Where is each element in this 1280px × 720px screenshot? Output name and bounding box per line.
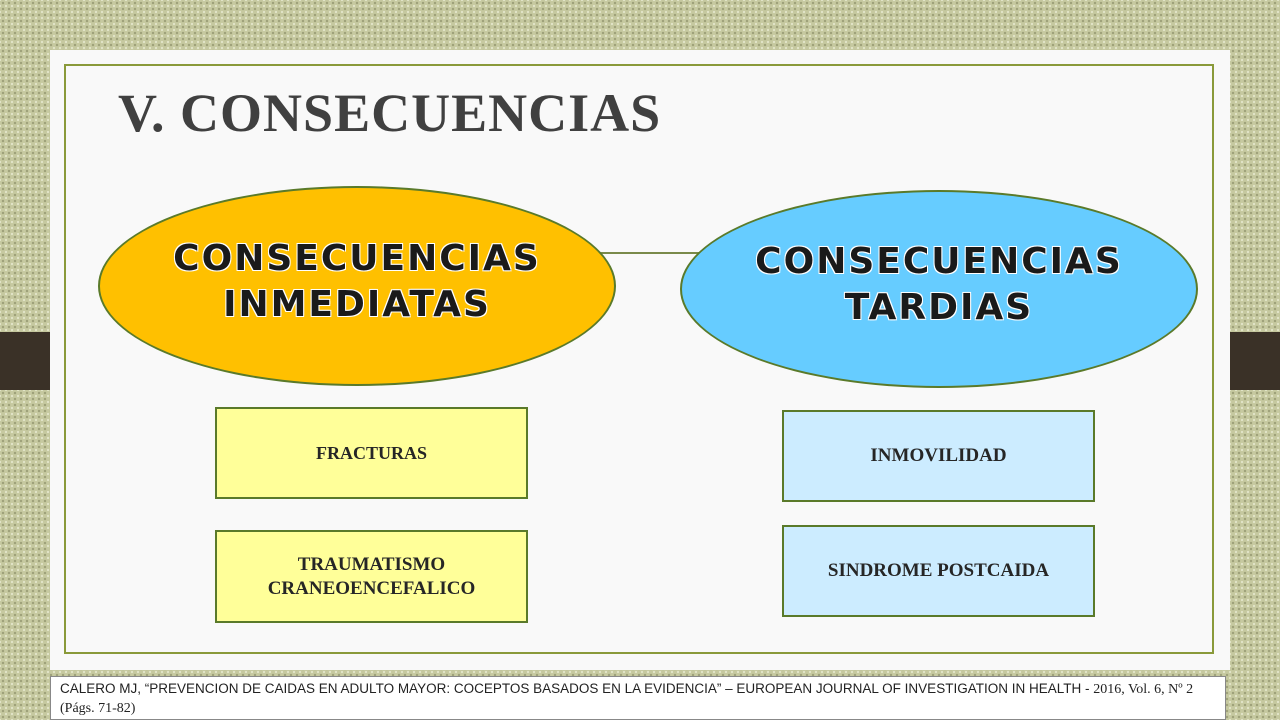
late-label-line2: TARDIAS xyxy=(844,287,1034,328)
citation-details: 2016, Vol. 6, Nº 2 (Págs. 71-82) xyxy=(60,682,1194,716)
traumatismo-box xyxy=(215,530,528,623)
late-consequences-ellipse xyxy=(680,190,1198,388)
immediate-label-line1: CONSECUENCIAS xyxy=(173,238,541,279)
fracturas-label: FRACTURAS xyxy=(315,443,427,463)
sindrome-postcaida-box xyxy=(782,525,1095,617)
immediate-label-line2: INMEDIATAS xyxy=(223,284,491,325)
fracturas-box xyxy=(215,407,528,499)
slide-title: V. CONSECUENCIAS xyxy=(118,83,662,143)
traumatismo-label xyxy=(268,553,476,601)
traumatismo-line2: CRANEOENCEFALICO xyxy=(267,577,476,599)
citation-footer xyxy=(50,676,1226,720)
late-label-line1: CONSECUENCIAS xyxy=(755,241,1123,282)
citation-main: CALERO MJ, “PREVENCION DE CAIDAS EN ADULTO MAYOR: COCEPTOS BASADOS EN LA EVIDENCIA” – EUROPEAN JOURNAL OF INVESTIGATION IN HEALTH - xyxy=(60,681,1094,696)
immediate-consequences-label xyxy=(173,236,541,336)
inmovilidad-box xyxy=(782,410,1095,502)
late-consequences-label xyxy=(755,239,1123,339)
traumatismo-line1: TRAUMATISMO xyxy=(297,553,446,575)
inmovilidad-label: INMOVILIDAD xyxy=(870,445,1007,466)
sindrome-postcaida-label: SINDROME POSTCAIDA xyxy=(827,560,1050,581)
immediate-consequences-ellipse xyxy=(98,186,616,386)
